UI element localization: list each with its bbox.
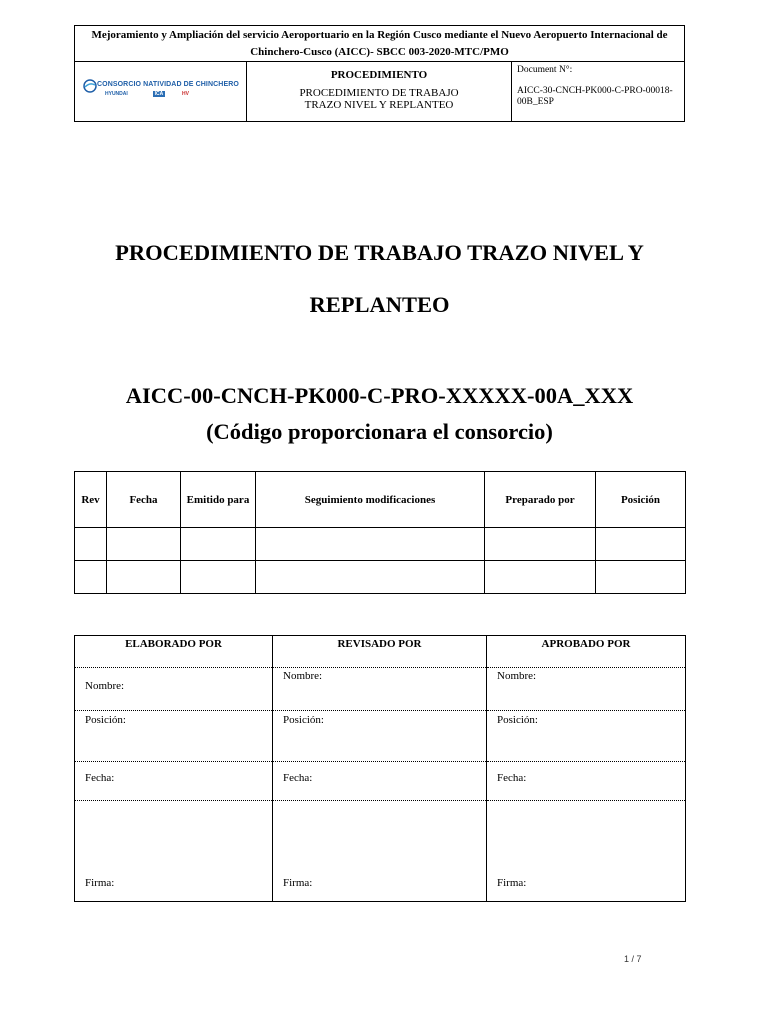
doc-name-line2: TRAZO NIVEL Y REPLANTEO bbox=[304, 99, 454, 111]
logo-partners bbox=[105, 91, 189, 97]
table-cell bbox=[596, 528, 686, 561]
aprobado-position-cell bbox=[487, 711, 686, 762]
date-row bbox=[75, 762, 686, 801]
elaborado-name-cell bbox=[75, 668, 273, 711]
table-cell bbox=[107, 561, 181, 594]
name-label: Nombre: bbox=[85, 680, 125, 692]
table-cell bbox=[485, 561, 596, 594]
table-cell bbox=[107, 528, 181, 561]
partner-hv: HV bbox=[181, 91, 189, 97]
col-posicion: Posición bbox=[596, 472, 686, 528]
date-label: Fecha: bbox=[497, 772, 527, 784]
revisado-date-cell bbox=[273, 762, 487, 801]
date-label: Fecha: bbox=[283, 772, 313, 784]
document-title bbox=[74, 227, 685, 331]
elaborado-date-cell bbox=[75, 762, 273, 801]
col-elaborado: ELABORADO POR bbox=[75, 636, 273, 668]
revisado-name-cell bbox=[273, 668, 487, 711]
table-cell bbox=[256, 561, 485, 594]
revisado-position-cell bbox=[273, 711, 487, 762]
elaborado-position-cell bbox=[75, 711, 273, 762]
table-cell bbox=[596, 561, 686, 594]
table-row bbox=[75, 528, 686, 561]
table-cell bbox=[181, 528, 256, 561]
logo-mark bbox=[83, 79, 243, 101]
table-row bbox=[75, 561, 686, 594]
name-label: Nombre: bbox=[283, 670, 323, 682]
position-label: Posición: bbox=[85, 714, 126, 726]
elaborado-signature-cell bbox=[75, 801, 273, 902]
signature-label: Firma: bbox=[283, 877, 313, 889]
position-label: Posición: bbox=[283, 714, 324, 726]
consortium-logo bbox=[75, 62, 247, 121]
aprobado-date-cell bbox=[487, 762, 686, 801]
header-info-row bbox=[75, 62, 684, 121]
name-label: Nombre: bbox=[497, 670, 537, 682]
revision-header-row bbox=[75, 472, 686, 528]
position-row bbox=[75, 711, 686, 762]
col-seguimiento: Seguimiento modificaciones bbox=[256, 472, 485, 528]
table-cell bbox=[75, 528, 107, 561]
logo-text: CONSORCIO NATIVIDAD DE CHINCHERO bbox=[97, 81, 239, 88]
col-preparado: Preparado por bbox=[485, 472, 596, 528]
code-line2: (Código proporcionara el consorcio) bbox=[206, 419, 553, 444]
col-emitido: Emitido para bbox=[181, 472, 256, 528]
doc-name bbox=[247, 87, 511, 111]
table-cell bbox=[75, 561, 107, 594]
procedure-cell bbox=[247, 62, 512, 121]
doc-name-line1: PROCEDIMIENTO DE TRABAJO bbox=[299, 87, 459, 99]
code-line1: AICC-00-CNCH-PK000-C-PRO-XXXXX-00A_XXX bbox=[125, 383, 634, 408]
signature-header-row bbox=[75, 636, 686, 668]
document-code bbox=[74, 378, 685, 450]
name-row bbox=[75, 668, 686, 711]
signature-label: Firma: bbox=[497, 877, 527, 889]
table-cell bbox=[256, 528, 485, 561]
revisado-signature-cell bbox=[273, 801, 487, 902]
signature-label: Firma: bbox=[85, 877, 115, 889]
col-revisado: REVISADO POR bbox=[273, 636, 487, 668]
col-fecha: Fecha bbox=[107, 472, 181, 528]
partner-hyundai: HYUNDAI bbox=[105, 91, 128, 97]
date-label: Fecha: bbox=[85, 772, 115, 784]
aprobado-name-cell bbox=[487, 668, 686, 711]
title-line2: REPLANTEO bbox=[309, 292, 450, 317]
aprobado-signature-cell bbox=[487, 801, 686, 902]
col-rev: Rev bbox=[75, 472, 107, 528]
table-cell bbox=[485, 528, 596, 561]
signature-row bbox=[75, 801, 686, 902]
title-line1: PROCEDIMIENTO DE TRABAJO TRAZO NIVEL Y bbox=[115, 240, 644, 265]
signature-table bbox=[74, 635, 686, 902]
doc-number-value: AICC-30-CNCH-PK000-C-PRO-00018-00B_ESP bbox=[517, 86, 673, 107]
project-title: Mejoramiento y Ampliación del servicio Aeroportuario en la Región Cusco mediante el Nuevo Aeropuerto Internacional de Chinchero-Cusco (AICC)- SBCC 003-2020-MTC/PMO bbox=[75, 26, 684, 62]
doc-number-label: Document N°: bbox=[517, 65, 573, 75]
doc-number-cell bbox=[512, 62, 684, 121]
globe-icon bbox=[83, 79, 97, 93]
col-aprobado: APROBADO POR bbox=[487, 636, 686, 668]
position-label: Posición: bbox=[497, 714, 538, 726]
document-header bbox=[74, 25, 685, 122]
doc-type: PROCEDIMIENTO bbox=[330, 69, 428, 81]
revision-table bbox=[74, 471, 686, 594]
table-cell bbox=[181, 561, 256, 594]
page-number: 1 / 7 bbox=[624, 954, 642, 964]
partner-ica: ICA bbox=[154, 91, 164, 97]
